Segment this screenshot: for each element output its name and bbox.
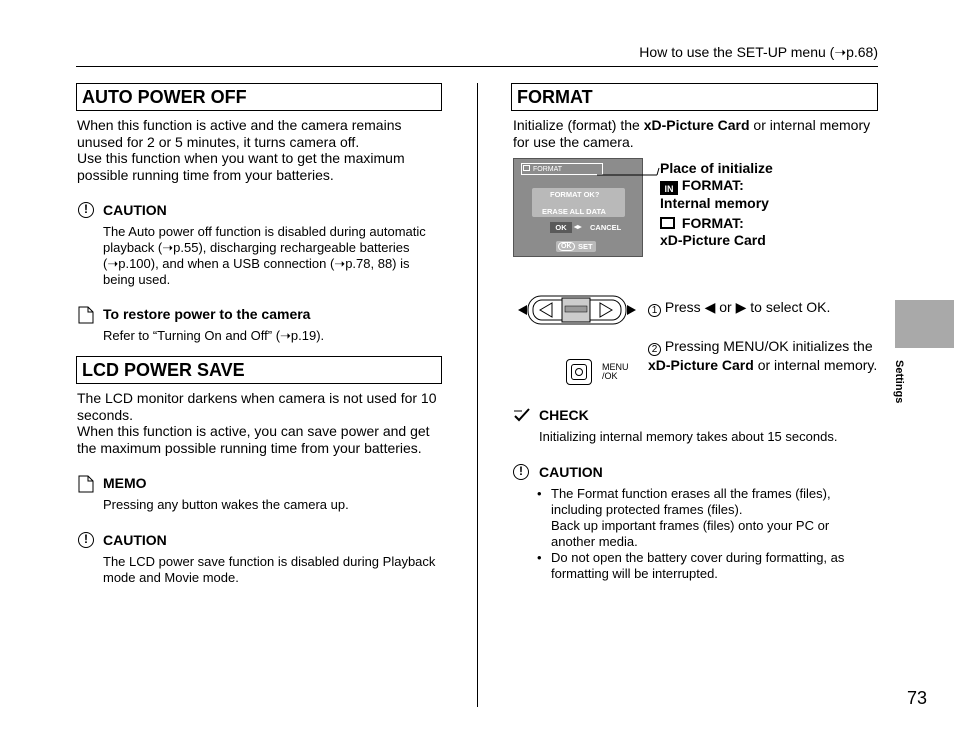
callout-card-row — [660, 215, 773, 232]
section-label: Settings — [893, 360, 905, 404]
ok-label: /OK — [602, 371, 618, 381]
auto-power-off-para1: When this function is active and the camera remains unused for 2 or 5 minutes, it turns camera off. — [77, 117, 402, 150]
card-icon — [523, 165, 530, 171]
caution-label: CAUTION — [539, 464, 603, 480]
caution-label: CAUTION — [103, 532, 167, 548]
auto-power-off-body — [77, 117, 442, 183]
caution-item: • Do not open the battery cover during formatting, as formatting will be interrupted. — [537, 550, 867, 582]
step-1-b: or — [715, 299, 736, 315]
header-rule — [76, 66, 878, 67]
screen-set-bar — [556, 241, 596, 252]
step-2-a: Pressing MENU/OK initializes the — [664, 338, 873, 354]
section-tab — [895, 300, 954, 348]
check-icon — [513, 407, 531, 423]
callout-internal-row — [660, 177, 773, 195]
screen-set-ok: OK — [558, 242, 575, 251]
format-intro-a: Initialize (format) the — [513, 117, 644, 133]
lcd-power-save-heading: LCD POWER SAVE — [76, 356, 442, 384]
arrow-pad-icon — [516, 292, 638, 328]
caution-icon: ! — [78, 532, 94, 548]
screen-erase: ERASE ALL DATA — [542, 207, 606, 216]
step-2-number: 2 — [648, 343, 661, 356]
screen-question: FORMAT OK? — [550, 190, 600, 199]
callout-xd-card: xD-Picture Card — [660, 232, 766, 248]
column-divider — [477, 83, 478, 707]
caution-icon: ! — [513, 464, 529, 480]
lcd-para1: The LCD monitor darkens when camera is not used for 10 seconds. — [77, 390, 437, 423]
screen-ok: OK — [550, 222, 572, 233]
auto-power-off-para2: Use this function when you want to get the maximum possible running time from your batteries. — [77, 150, 405, 183]
screen-arrows-icon: ◂▸ — [574, 222, 582, 231]
format-intro — [513, 117, 879, 150]
running-head: How to use the SET-UP menu (➝p.68) — [639, 44, 878, 60]
menu-label: MENU — [602, 362, 629, 372]
step-1-number: 1 — [648, 304, 661, 317]
screen-set: SET — [578, 242, 593, 251]
format-intro-c: or internal memory for use the camera. — [513, 117, 871, 150]
step-1-a: Press — [664, 299, 705, 315]
step-2-b: xD-Picture Card — [648, 357, 754, 373]
memo-icon — [78, 306, 94, 324]
caution-icon: ! — [78, 202, 94, 218]
lcd-power-save-body — [77, 390, 443, 456]
format-intro-b: xD-Picture Card — [643, 117, 750, 133]
xd-card-icon — [660, 217, 675, 229]
callout-line — [597, 164, 661, 176]
caution-text: The Auto power off function is disabled during automatic playback (➝p.55), discharging rechargeable batteries (➝p.100), and when a USB connection (➝p.78, 88) is being used. — [103, 224, 426, 287]
caution-label: CAUTION — [103, 202, 167, 218]
caution-text: The LCD power save function is disabled during Playback mode and Movie mode. — [103, 554, 436, 585]
restore-text: Refer to “Turning On and Off” (➝p.19). — [103, 328, 325, 343]
format-callout — [660, 160, 773, 249]
menu-ok-button-icon — [566, 359, 592, 385]
page-number: 73 — [907, 688, 928, 708]
restore-title: To restore power to the camera — [103, 306, 311, 322]
step-2 — [648, 337, 878, 375]
caution-item-text: Back up important frames (files) onto your PC or another media. — [551, 518, 830, 549]
callout-format-internal: FORMAT: — [681, 177, 744, 193]
format-heading: FORMAT — [511, 83, 878, 111]
left-arrow-icon: ◀ — [704, 299, 716, 315]
caution-list — [537, 486, 867, 582]
screen-tab-label: FORMAT — [533, 166, 563, 173]
callout-place: Place of initialize — [660, 160, 773, 176]
screen-cancel: CANCEL — [590, 223, 622, 232]
callout-internal-memory: Internal memory — [660, 195, 769, 211]
memo-label: MEMO — [103, 475, 147, 491]
step-2-c: or internal memory. — [753, 357, 878, 373]
step-1 — [648, 299, 878, 317]
screen-dialog — [532, 188, 625, 217]
callout-format-card: FORMAT: — [681, 215, 744, 231]
lcd-para2: When this function is active, you can save power and get the maximum possible running time from your batteries. — [77, 423, 430, 456]
auto-power-off-heading: AUTO POWER OFF — [76, 83, 442, 111]
check-label: CHECK — [539, 407, 589, 423]
memo-text: Pressing any button wakes the camera up. — [103, 497, 349, 512]
memo-icon — [78, 475, 94, 493]
caution-item-text: • The Format function erases all the frames (files), including protected frames (files). — [551, 486, 831, 517]
caution-item — [537, 486, 867, 550]
screen-format-tab — [521, 163, 603, 175]
internal-memory-icon: IN — [660, 181, 678, 195]
right-arrow-icon: ▶ — [735, 299, 747, 315]
step-1-c: to select OK. — [746, 299, 831, 315]
check-text: Initializing internal memory takes about 15 seconds. — [539, 429, 838, 444]
menu-ok-label — [602, 363, 629, 381]
